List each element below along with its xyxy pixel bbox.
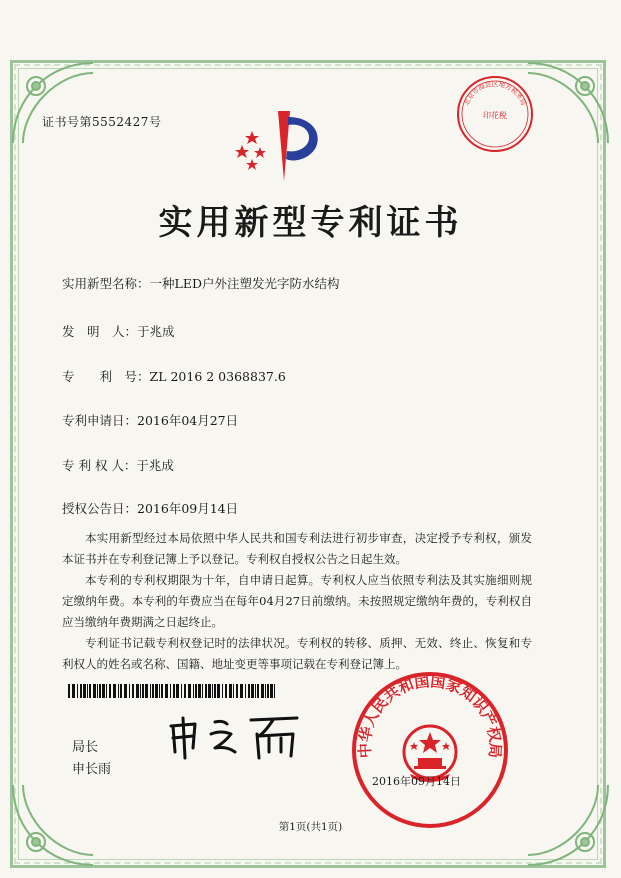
barcode-bar — [188, 684, 191, 698]
barcode-bar — [124, 684, 127, 698]
barcode-bar — [267, 684, 269, 698]
barcode-bar — [173, 684, 175, 698]
barcode-bar — [248, 684, 250, 698]
field-label: 发 明 人： — [62, 324, 138, 339]
barcode-bar — [118, 684, 119, 698]
barcode-bar — [184, 684, 186, 698]
stamp-duty-seal-center-text: 印花税 — [483, 111, 507, 120]
barcode-bar — [255, 684, 256, 698]
barcode-bar — [233, 684, 234, 698]
barcode-bar — [212, 684, 213, 698]
field-value: 于兆成 — [136, 458, 174, 473]
barcode-bar — [270, 684, 273, 698]
barcode-bar — [152, 684, 154, 698]
field-label: 专利申请日： — [62, 413, 138, 428]
field-value: ZL 2016 2 0368837.6 — [149, 369, 286, 384]
barcode-bar — [165, 684, 168, 698]
barcode-bar — [68, 684, 70, 698]
stamp-duty-seal-ring-text — [462, 79, 528, 107]
barcode-bar — [80, 684, 82, 698]
barcode-bar — [229, 684, 232, 698]
barcode-bar — [217, 684, 220, 698]
field-label: 授权公告日： — [62, 501, 138, 516]
barcode-bar — [265, 684, 266, 698]
barcode-bar — [202, 684, 203, 698]
barcode-bar — [161, 684, 163, 698]
field-patentee — [62, 456, 174, 474]
barcode-bar — [87, 684, 88, 698]
barcode-bar — [106, 684, 107, 698]
signatory-name: 申长雨 — [72, 762, 112, 777]
barcode-bar — [159, 684, 160, 698]
official-seal-ring-path: 中华人民共和国国家知识产权局 — [355, 672, 505, 759]
barcode-bar — [132, 684, 134, 698]
barcode-bar — [222, 684, 223, 698]
barcode-bar — [102, 684, 105, 698]
barcode-bar — [274, 684, 275, 698]
stamp-duty-seal — [455, 74, 535, 154]
barcode-bar — [181, 684, 182, 698]
barcode — [68, 684, 278, 698]
barcode-bar — [236, 684, 238, 698]
barcode-bar — [251, 684, 254, 698]
barcode-bar — [176, 684, 179, 698]
handwritten-signature — [165, 712, 305, 762]
barcode-bar — [136, 684, 139, 698]
corner-ornament-top-right — [523, 58, 613, 148]
signatory-title: 局长 — [72, 740, 99, 755]
barcode-bar — [257, 684, 259, 698]
barcode-bar — [97, 684, 98, 698]
field-value: 于兆成 — [137, 324, 175, 339]
barcode-bar — [245, 684, 246, 698]
barcode-bar — [109, 684, 111, 698]
field-value: 2016年09月14日 — [137, 501, 239, 516]
field-inventor — [62, 322, 175, 340]
barcode-bar — [93, 684, 96, 698]
barcode-bar — [83, 684, 86, 698]
barcode-bar — [120, 684, 122, 698]
field-label: 专 利 权 人： — [62, 458, 137, 473]
stamp-duty-seal-ring-path: 北京市海淀区地方税务局 — [462, 80, 528, 107]
field-value: 一种LED户外注塑发光字防水结构 — [149, 276, 340, 291]
barcode-bar — [77, 684, 78, 698]
barcode-bar — [89, 684, 91, 698]
barcode-bar — [193, 684, 194, 698]
page-number: 第1页(共1页) — [278, 821, 343, 833]
body-paragraph: 本实用新型经过本局依照中华人民共和国专利法进行初步审查，决定授予专利权，颁发本证书并在专利登记簿上予以登记。专利权自授权公告之日起生效。 — [62, 531, 532, 566]
certificate-body — [62, 528, 532, 675]
field-value: 2016年04月27日 — [137, 413, 239, 428]
barcode-bar — [261, 684, 264, 698]
barcode-bar — [208, 684, 211, 698]
barcode-bar — [129, 684, 130, 698]
body-paragraph: 本专利的专利权期限为十年，自申请日起算。专利权人应当依照专利法及其实施细则规定缴纳年费。本专利的年费应当在每年04月27日前缴纳。未按照规定缴纳年费的，专利权自应当缴纳年费期满之日起终止。 — [62, 573, 532, 629]
field-application-date — [62, 411, 238, 429]
body-paragraph: 专利证书记载专利权登记时的法律状况。专利权的转移、质押、无效、终止、恢复和专利权人的姓名或名称、国籍、地址变更等事项记载在专利登记簿上。 — [62, 636, 532, 671]
barcode-bar — [195, 684, 197, 698]
barcode-bar — [72, 684, 75, 698]
certificate-number: 证书号第5552427号 — [42, 115, 162, 129]
barcode-bar — [99, 684, 101, 698]
barcode-bar — [145, 684, 148, 698]
field-utility-model-name — [62, 274, 339, 292]
barcode-bar — [150, 684, 151, 698]
barcode-bar — [205, 684, 207, 698]
barcode-bar — [198, 684, 201, 698]
issue-date: 2016年09月14日 — [372, 775, 461, 788]
certificate-title: 实用新型专利证书 — [158, 203, 463, 243]
barcode-bar — [142, 684, 144, 698]
barcode-bar — [140, 684, 141, 698]
barcode-bar — [113, 684, 116, 698]
patent-office-logo-icon — [230, 103, 330, 183]
field-label: 实用新型名称： — [62, 276, 150, 291]
corner-ornament-top-left — [8, 58, 98, 148]
official-seal — [350, 670, 510, 830]
field-grant-date — [62, 499, 238, 517]
barcode-bar — [214, 684, 216, 698]
barcode-bar — [240, 684, 243, 698]
field-label: 专 利 号： — [62, 369, 150, 384]
barcode-bar — [170, 684, 171, 698]
field-patent-number — [62, 367, 286, 385]
barcode-bar — [155, 684, 158, 698]
barcode-bar — [225, 684, 227, 698]
